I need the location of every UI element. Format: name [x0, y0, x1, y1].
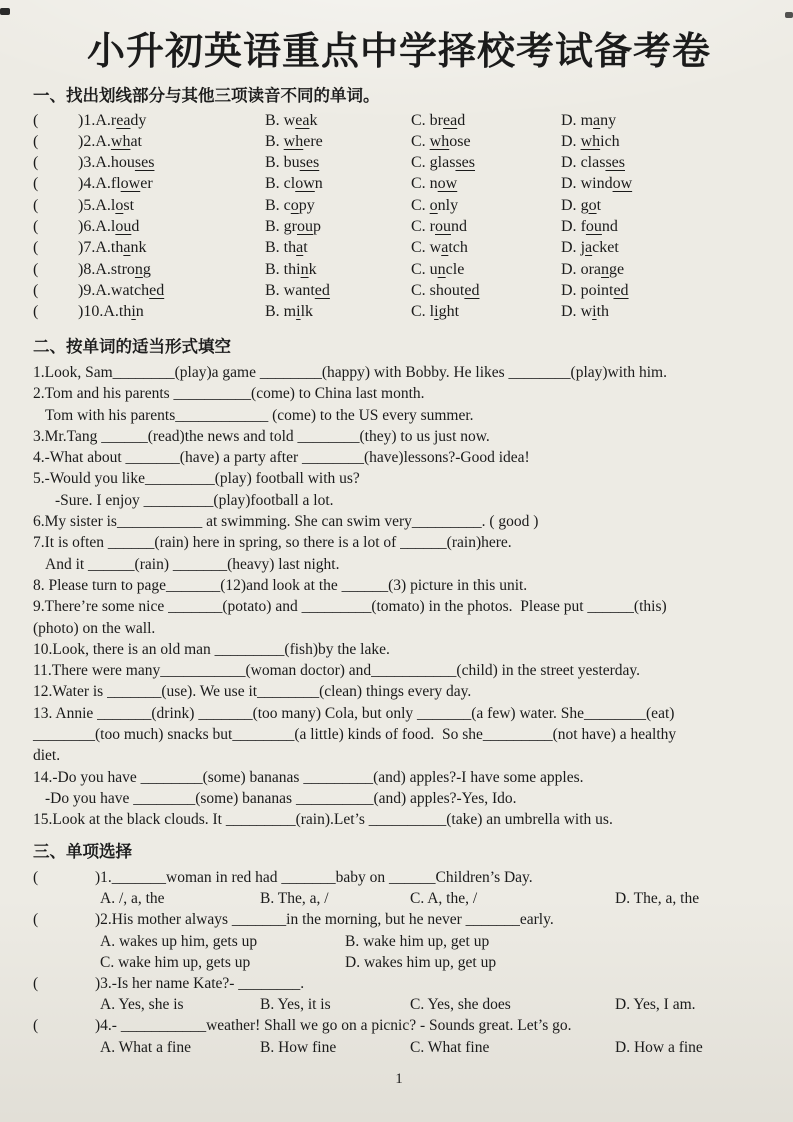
word-suffix: py — [298, 196, 315, 214]
fill-blank-line: (photo) on the wall. — [33, 619, 156, 637]
underlined-letters: i — [296, 303, 301, 321]
mc-option: A. What a fine — [100, 1038, 191, 1056]
word-prefix: gr — [283, 218, 297, 236]
choice-option-c — [411, 237, 561, 258]
pronunciation-question-row — [33, 237, 765, 258]
option-label: )2.A. — [78, 132, 111, 150]
word-prefix: w — [283, 111, 296, 129]
choice-option-b — [265, 237, 411, 258]
underlined-letters: ou — [435, 218, 451, 236]
option-label: C. — [411, 281, 430, 299]
underlined-letters: ea — [443, 111, 458, 129]
choice-option-a — [78, 259, 265, 280]
option-label: C. — [411, 239, 430, 257]
choice-option-c — [411, 216, 561, 237]
mc-option: B. wake him up, get up — [345, 932, 490, 950]
word-suffix: ge — [609, 260, 625, 278]
mc-question — [33, 909, 765, 973]
word-suffix: tch — [448, 239, 468, 257]
answer-bracket: ( — [33, 132, 39, 150]
scan-artifact — [0, 8, 10, 15]
fill-blank-line: -Sure. I enjoy _________(play)football a lot. — [55, 491, 334, 509]
word-suffix: ere — [303, 132, 323, 150]
mc-option: C. Yes, she does — [410, 996, 511, 1014]
underlined-letters: ea — [295, 111, 310, 129]
question-stem-row — [33, 909, 765, 930]
word-suffix: dy — [130, 111, 147, 129]
option-label: D. — [561, 154, 581, 172]
option-label: C. — [411, 218, 430, 236]
underlined-letters: wh — [429, 132, 450, 150]
option-label: D. — [561, 260, 581, 278]
word-suffix: n — [314, 175, 323, 193]
option-label: C. — [411, 260, 430, 278]
fill-blank-line: 7.It is often ______(rain) here in spring, so there is a lot of ______(rain)here. — [33, 534, 512, 552]
underlined-letters: ow — [437, 175, 458, 193]
section2-header: 二、按单词的适当形式填空 — [33, 336, 231, 356]
fill-blank-line: 5.-Would you like_________(play) football with us? — [33, 470, 360, 488]
word-suffix: cle — [445, 260, 465, 278]
option-label: D. — [561, 281, 581, 299]
pronunciation-question-row — [33, 131, 765, 152]
word-prefix: bu — [283, 154, 300, 172]
choice-option-a — [78, 152, 265, 173]
option-label: B. — [265, 239, 284, 257]
mc-option: C. A, the, / — [410, 890, 478, 908]
option-label: C. — [411, 196, 430, 214]
section1-header: 一、找出划线部分与其他三项读音不同的单词。 — [33, 86, 380, 106]
choice-option-c — [411, 152, 561, 173]
choice-option-d — [561, 237, 765, 258]
mc-option: A. Yes, she is — [100, 996, 184, 1014]
word-prefix: th — [283, 239, 297, 257]
option-label: D. — [561, 218, 581, 236]
fill-blank-line: 1.Look, Sam________(play)a game ________(happy) with Bobby. He likes ________(play)with him. — [33, 363, 667, 381]
question-stem-row — [33, 1015, 765, 1036]
underlined-letters: ses — [134, 154, 155, 172]
underlined-letters: n — [300, 260, 309, 278]
mc-option: D. wakes him up, get up — [345, 953, 497, 971]
mc-question — [33, 1015, 765, 1057]
answer-bracket: ( — [33, 175, 39, 193]
option-label: B. — [265, 175, 284, 193]
word-prefix: wind — [580, 175, 613, 193]
pronunciation-question-row — [33, 216, 765, 237]
word-prefix: m — [580, 111, 594, 129]
choice-option-a — [78, 216, 265, 237]
fill-blank-line: 8. Please turn to page_______(12)and look at the ______(3) picture in this unit. — [33, 576, 528, 594]
word-prefix: ora — [580, 260, 601, 278]
answer-bracket: ( — [33, 911, 39, 929]
underlined-letters: ow — [295, 175, 315, 193]
choice-option-d — [561, 110, 765, 131]
word-suffix: cket — [592, 239, 619, 257]
word-prefix: l — [429, 303, 435, 321]
pronunciation-question-row — [33, 259, 765, 280]
underlined-letters: n — [437, 260, 446, 278]
answer-bracket: ( — [33, 1017, 39, 1035]
word-prefix: l — [110, 196, 116, 214]
choice-option-b — [265, 301, 411, 322]
word-prefix: j — [580, 239, 586, 257]
word-prefix: w — [429, 239, 442, 257]
word-suffix: st — [123, 196, 135, 214]
choice-option-d — [561, 301, 765, 322]
option-label: )7.A. — [78, 239, 111, 257]
underlined-letters: ed — [149, 281, 165, 299]
word-prefix: th — [118, 303, 132, 321]
word-prefix: want — [283, 281, 315, 299]
option-label: B. — [265, 154, 284, 172]
word-prefix: point — [580, 281, 614, 299]
word-suffix: nly — [437, 196, 459, 214]
answer-bracket: ( — [33, 218, 39, 236]
option-label: B. — [265, 303, 284, 321]
option-label: C. — [411, 175, 430, 193]
option-label: D. — [561, 303, 581, 321]
choice-option-b — [265, 152, 411, 173]
question-stem-row — [33, 867, 765, 888]
question-stem: )3.-Is her name Kate?- ________. — [95, 974, 305, 992]
word-suffix: k — [308, 260, 317, 278]
choice-option-a — [78, 280, 265, 301]
underlined-letters: wh — [580, 132, 601, 150]
underlined-letters: ea — [116, 111, 131, 129]
choice-option-c — [411, 259, 561, 280]
word-suffix: k — [309, 111, 318, 129]
option-label: )5.A. — [78, 196, 111, 214]
underlined-letters: ow — [120, 175, 141, 193]
choice-option-a — [78, 131, 265, 152]
underlined-letters: ou — [115, 218, 132, 236]
word-prefix: watch — [110, 281, 150, 299]
underlined-letters: ou — [585, 218, 602, 236]
word-prefix: stro — [110, 260, 135, 278]
choice-option-c — [411, 173, 561, 194]
word-prefix: fl — [110, 175, 121, 193]
choice-option-c — [411, 195, 561, 216]
underlined-letters: o — [588, 196, 597, 214]
choice-option-d — [561, 152, 765, 173]
word-prefix: br — [429, 111, 443, 129]
section3-header: 三、单项选择 — [33, 842, 132, 862]
option-row — [33, 888, 765, 909]
choice-option-d — [561, 195, 765, 216]
word-suffix: nk — [130, 239, 147, 257]
question-stem: )4.- ___________weather! Shall we go on a picnic? - Sounds great. Let’s go. — [95, 1017, 572, 1035]
mc-option: B. The, a, / — [260, 890, 329, 908]
option-label: )6.A. — [78, 218, 111, 236]
underlined-letters: i — [592, 303, 597, 321]
choice-option-d — [561, 280, 765, 301]
option-label: C. — [411, 154, 430, 172]
fill-blank-line: diet. — [33, 747, 61, 765]
word-prefix: c — [283, 196, 291, 214]
underlined-letters: wh — [283, 132, 304, 150]
option-label: )9.A. — [78, 281, 111, 299]
option-label: B. — [265, 196, 284, 214]
option-label: D. — [561, 111, 581, 129]
choice-option-a — [78, 110, 265, 131]
underlined-letters: o — [115, 196, 124, 214]
fill-blank-line: 10.Look, there is an old man _________(fish)by the lake. — [33, 640, 390, 658]
option-label: C. — [411, 132, 430, 150]
fill-blank-line: Tom with his parents____________ (come) to the US every summer. — [45, 406, 474, 424]
option-row — [33, 931, 765, 952]
choice-option-d — [561, 173, 765, 194]
fill-blank-line: 11.There were many___________(woman doctor) and___________(child) in the street yesterday. — [33, 662, 641, 680]
word-prefix: w — [580, 303, 593, 321]
underlined-letters: n — [134, 260, 143, 278]
option-label: B. — [265, 260, 284, 278]
word-prefix: hou — [110, 154, 135, 172]
exam-title: 小升初英语重点中学择校考试备考卷 — [86, 29, 711, 73]
word-suffix: n — [135, 303, 144, 321]
choice-option-a — [78, 237, 265, 258]
underlined-letters: wh — [110, 132, 131, 150]
mc-option: A. wakes up him, gets up — [100, 932, 258, 950]
word-prefix: u — [429, 260, 438, 278]
word-suffix: ny — [600, 111, 617, 129]
answer-bracket: ( — [33, 154, 39, 172]
choice-option-b — [265, 195, 411, 216]
option-label: D. — [561, 196, 581, 214]
underlined-letters: a — [593, 111, 601, 129]
fill-blank-line: And it ______(rain) _______(heavy) last night. — [45, 555, 340, 573]
word-suffix: nd — [601, 218, 618, 236]
option-label: B. — [265, 111, 284, 129]
fill-blank-line: 2.Tom and his parents __________(come) to China last month. — [33, 385, 425, 403]
fill-blank-line: 14.-Do you have ________(some) bananas _________(and) apples?-I have some apples. — [33, 768, 584, 786]
underlined-letters: o — [429, 196, 438, 214]
pronunciation-question-row — [33, 110, 765, 131]
underlined-letters: ed — [464, 281, 480, 299]
underlined-letters: ses — [455, 154, 476, 172]
word-suffix: er — [140, 175, 153, 193]
option-label: )1.A. — [78, 111, 111, 129]
choice-option-d — [561, 259, 765, 280]
underlined-letters: a — [123, 239, 131, 257]
underlined-letters: ses — [299, 154, 320, 172]
mc-option: D. Yes, I am. — [615, 996, 696, 1014]
option-label: D. — [561, 175, 581, 193]
answer-bracket: ( — [33, 260, 39, 278]
option-label: D. — [561, 239, 581, 257]
underlined-letters: ou — [297, 218, 313, 236]
word-suffix: ght — [438, 303, 460, 321]
option-label: C. — [411, 111, 430, 129]
underlined-letters: a — [296, 239, 304, 257]
answer-bracket: ( — [33, 281, 39, 299]
mc-option: C. What fine — [410, 1038, 490, 1056]
option-label: B. — [265, 132, 284, 150]
pronunciation-question-row — [33, 195, 765, 216]
pronunciation-question-row — [33, 173, 765, 194]
choice-option-c — [411, 131, 561, 152]
choice-option-c — [411, 110, 561, 131]
mc-option: D. The, a, the — [615, 890, 700, 908]
choice-option-b — [265, 173, 411, 194]
option-label: B. — [265, 281, 284, 299]
word-prefix: m — [283, 303, 297, 321]
section1-rows — [33, 110, 765, 323]
word-suffix: th — [596, 303, 610, 321]
mc-option: A. /, a, the — [100, 890, 165, 908]
answer-bracket: ( — [33, 111, 39, 129]
word-suffix: ose — [449, 132, 471, 150]
word-prefix: glas — [429, 154, 456, 172]
word-prefix: clas — [580, 154, 606, 172]
option-label: D. — [561, 132, 581, 150]
fill-blank-line: ________(too much) snacks but________(a little) kinds of food. So she_________(not have) a healthy — [33, 725, 677, 743]
question-stem: )2.His mother always _______in the morning, but he never _______early. — [95, 911, 554, 929]
fill-blank-line: 9.There’re some nice _______(potato) and _________(tomato) in the photos. Please put ______(this) — [33, 598, 667, 616]
option-label: )3.A. — [78, 154, 111, 172]
underlined-letters: n — [601, 260, 609, 278]
choice-option-c — [411, 301, 561, 322]
word-prefix: g — [580, 196, 589, 214]
answer-bracket: ( — [33, 239, 39, 257]
choice-option-c — [411, 280, 561, 301]
word-prefix: thi — [283, 260, 301, 278]
option-row — [33, 1037, 765, 1058]
underlined-letters: i — [434, 303, 439, 321]
pronunciation-question-row — [33, 301, 765, 322]
pronunciation-question-row — [33, 280, 765, 301]
underlined-letters: a — [585, 239, 593, 257]
word-prefix: r — [429, 218, 435, 236]
underlined-letters: ses — [605, 154, 625, 172]
mc-option: B. Yes, it is — [260, 996, 331, 1014]
question-stem: )1._______woman in red had _______baby on ______Children’s Day. — [95, 868, 533, 886]
answer-bracket: ( — [33, 974, 39, 992]
word-prefix: f — [580, 218, 586, 236]
fill-blank-line: 12.Water is _______(use). We use it________(clean) things every day. — [33, 683, 472, 701]
answer-bracket: ( — [33, 303, 39, 321]
option-label: B. — [265, 218, 284, 236]
word-suffix: p — [313, 218, 321, 236]
option-row — [33, 952, 765, 973]
choice-option-b — [265, 131, 411, 152]
mc-question — [33, 867, 765, 909]
word-prefix: r — [110, 111, 117, 129]
section3-questions — [33, 867, 765, 1058]
mc-option: C. wake him up, gets up — [100, 953, 251, 971]
word-suffix: ich — [600, 132, 620, 150]
answer-bracket: ( — [33, 196, 39, 214]
fill-blank-line: 6.My sister is___________ at swimming. She can swim very_________. ( good ) — [33, 513, 539, 531]
section2-lines — [33, 362, 765, 831]
word-suffix: lk — [300, 303, 314, 321]
word-prefix: n — [429, 175, 438, 193]
option-label: )8.A. — [78, 260, 111, 278]
word-suffix: d — [457, 111, 466, 129]
word-prefix: l — [110, 218, 116, 236]
option-row — [33, 994, 765, 1015]
word-suffix: d — [131, 218, 140, 236]
underlined-letters: a — [441, 239, 449, 257]
choice-option-b — [265, 259, 411, 280]
mc-option: D. How a fine — [615, 1038, 703, 1056]
option-label: )10.A. — [78, 303, 119, 321]
choice-option-b — [265, 216, 411, 237]
underlined-letters: ed — [613, 281, 629, 299]
question-stem-row — [33, 973, 765, 994]
mc-option: B. How fine — [260, 1038, 337, 1056]
word-suffix: at — [130, 132, 142, 150]
choice-option-a — [78, 195, 265, 216]
word-suffix: g — [142, 260, 151, 278]
word-suffix: t — [596, 196, 602, 214]
choice-option-a — [78, 173, 265, 194]
scan-artifact — [785, 12, 793, 18]
option-label: )4.A. — [78, 175, 111, 193]
fill-blank-line: 13. Annie _______(drink) _______(too many) Cola, but only _______(a few) water. She________(eat) — [33, 704, 675, 722]
fill-blank-line: 15.Look at the black clouds. It _________(rain).Let’s __________(take) an umbrella with us. — [33, 811, 613, 829]
word-prefix: cl — [283, 175, 296, 193]
word-prefix: th — [110, 239, 124, 257]
option-label: C. — [411, 303, 430, 321]
pronunciation-question-row — [33, 152, 765, 173]
underlined-letters: ow — [612, 175, 633, 193]
choice-option-a — [78, 301, 265, 322]
choice-option-b — [265, 110, 411, 131]
answer-bracket: ( — [33, 868, 39, 886]
underlined-letters: ed — [314, 281, 330, 299]
fill-blank-line: 4.-What about _______(have) a party after ________(have)lessons?-Good idea! — [33, 449, 530, 467]
underlined-letters: o — [290, 196, 299, 214]
word-suffix: nd — [451, 218, 467, 236]
fill-blank-line: 3.Mr.Tang ______(read)the news and told ________(they) to us just now. — [33, 427, 490, 445]
word-prefix: shout — [429, 281, 465, 299]
fill-blank-line: -Do you have ________(some) bananas __________(and) apples?-Yes, Ido. — [45, 789, 517, 807]
page-number: 1 — [395, 1070, 403, 1087]
choice-option-b — [265, 280, 411, 301]
choice-option-d — [561, 131, 765, 152]
choice-option-d — [561, 216, 765, 237]
word-suffix: t — [303, 239, 308, 257]
underlined-letters: i — [131, 303, 136, 321]
mc-question — [33, 973, 765, 1015]
